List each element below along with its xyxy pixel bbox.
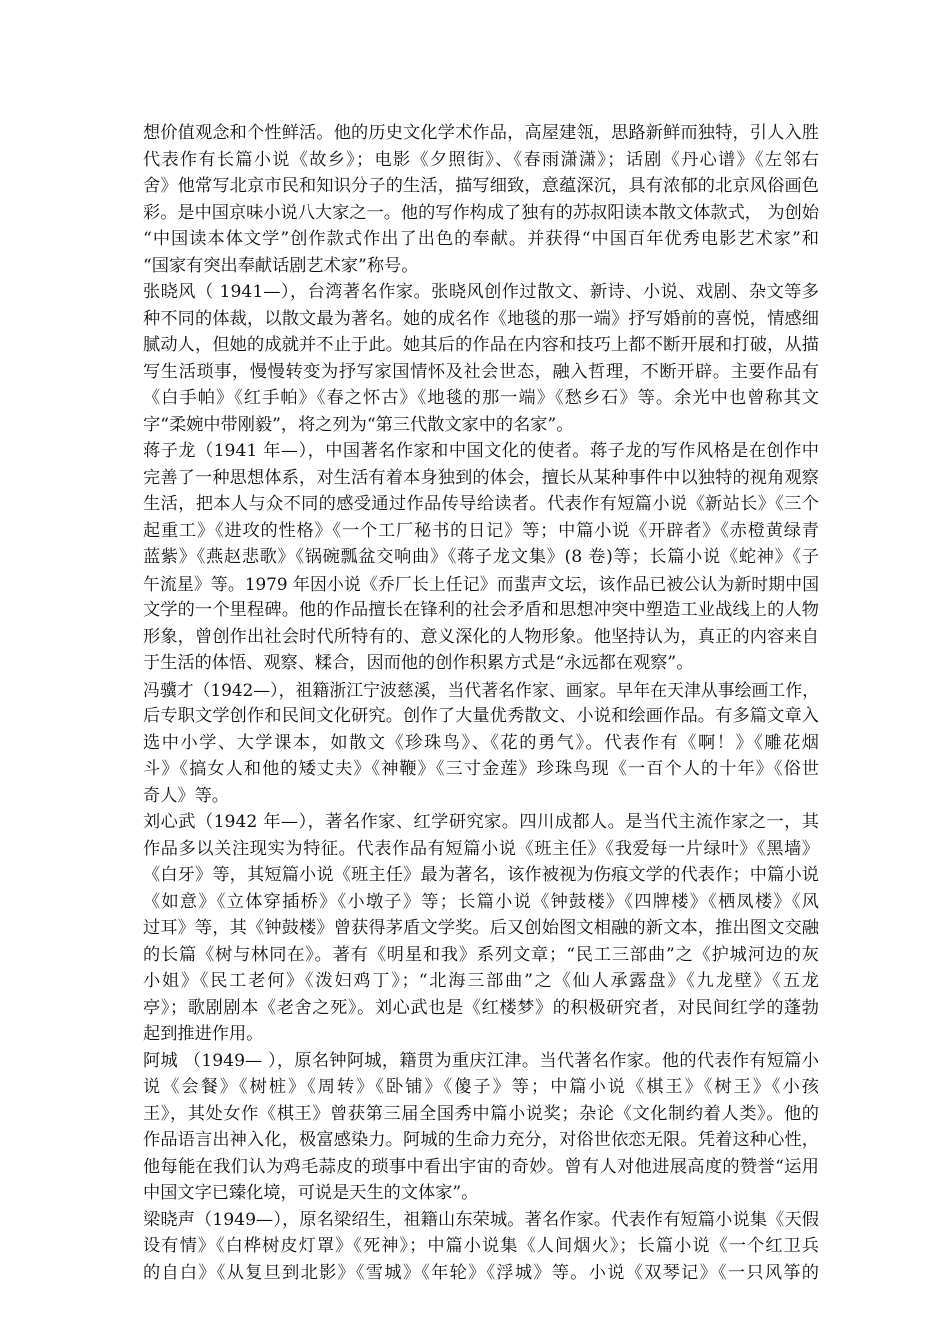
text-line: 《白手帕》《红手帕》《春之怀古》《地毯的那一端》《愁乡石》等。余光中也曾称其文 [143,388,819,408]
text-line: 腻动人，但她的成就并不止于此。她其后的作品在内容和技巧上都不断开展和打破，从描 [143,335,819,355]
text-line: 种不同的体裁，以散文最为著名。她的成名作《地毯的那一端》抒写婚前的喜悦，情感细 [143,308,819,329]
text-line: 起到推进作用。 [143,1024,264,1044]
text-line: 亭》；歌剧剧本《老舍之死》。刘心武也是《红楼梦》的积极研究者，对民间红学的蓬勃 [143,997,819,1018]
text-line: 后专职文学创作和民间文化研究。创作了大量优秀散文、小说和绘画作品。有多篇文章入 [143,706,819,726]
text-line: 蓝紫》《燕赵悲歌》《锅碗瓢盆交响曲》《蒋子龙文集》(8 卷)等；长篇小说《蛇神》《子 [143,547,819,567]
text-line: 写生活琐事，慢慢转变为抒写家国情怀及社会世态，融入哲理，不断开辟。主要作品有 [143,361,819,382]
text-line: 阿城 （1949— ），原名钟阿城，籍贯为重庆江津。当代著名作家。他的代表作有短篇小 [143,1050,819,1071]
text-line: 小姐》《民工老何》《泼妇鸡丁》；“北海三部曲”之《仙人承露盘》《九龙壁》《五龙 [143,971,819,991]
text-line: 斗》《搞女人和他的矮丈夫》《神鞭》《三寸金莲》珍珠鸟现《一百个人的十年》《俗世 [143,759,819,779]
document-body [143,120,819,1286]
text-line: 的自白》《从复旦到北影》《雪城》《年轮》《浮城》等。小说《双琴记》《一只风筝的 [143,1262,819,1283]
text-line: 说《会餐》《树桩》《周转》《卧铺》《傻子》等；中篇小说《棋王》《树王》《小孩 [143,1077,819,1097]
text-line: 张晓风（ 1941—），台湾著名作家。张晓风创作过散文、新诗、小说、戏剧、杂文等多 [143,282,819,302]
text-line: 代表作有长篇小说《故乡》；电影《夕照街》、《春雨潇潇》；话剧《丹心谱》《左邻右 [143,149,819,170]
text-line: 奇人》等。 [143,785,229,806]
text-line: 他每能在我们认为鸡毛蒜皮的琐事中看出宇宙的奇妙。曾有人对他进展高度的赞誉“运用 [143,1156,819,1177]
text-line: 作品多以关注现实为特征。代表作品有短篇小说《班主任》《我爱每一片绿叶》《黑墙》 [143,838,819,859]
text-line: 想价值观念和个性鲜活。他的历史文化学术作品，高屋建瓴，思路新鲜而独特，引人入胜 [143,123,819,143]
text-line: 刘心武（1942 年—），著名作家、红学研究家。四川成都人。是当代主流作家之一，其 [143,812,819,832]
text-line: 冯骥才（1942—），祖籍浙江宁波慈溪，当代著名作家、画家。早年在天津从事绘画工作， [143,679,819,700]
text-line: 的长篇《树与林同在》。著有《明星和我》系列文章；“民工三部曲”之《护城河边的灰 [143,944,819,965]
text-line: 字“柔婉中带刚毅”，将之列为“第三代散文家中的名家”。 [143,414,574,435]
text-line: 梁晓声（1949—），原名梁绍生，祖籍山东荣城。著名作家。代表作有短篇小说集《天假 [143,1209,819,1230]
text-line: 午流星》等。1979 年因小说《乔厂长上任记》而蜚声文坛，该作品已被公认为新时期中国 [143,573,819,594]
text-line: 舍》他常写北京市民和知识分子的生活，描写细致，意蕴深沉，具有浓郁的北京风俗画色 [143,176,819,196]
text-line: 形象，曾创作出社会时代所特有的、意义深化的人物形象。他坚持认为，真正的内容来自 [143,626,819,647]
text-line: 王》，其处女作《棋王》曾获第三届全国秀中篇小说奖；杂论《文化制约着人类》。他的 [143,1103,819,1124]
text-line: 选中小学、大学课本，如散文《珍珠鸟》、《花的勇气》。代表作有《啊！》《雕花烟 [143,732,819,753]
text-line: 彩。是中国京味小说八大家之一。他的写作构成了独有的苏叔阳读本散文体款式， 为创始 [143,202,819,223]
text-line: “中国读本体文学”创作款式作出了出色的奉献。并获得“中国百年优秀电影艺术家”和 [143,229,819,249]
text-line: 生活，把本人与众不同的感受通过作品传导给读者。代表作有短篇小说《新站长》《三个 [143,494,819,514]
text-line: 中国文字已臻化境，可说是天生的文体家”。 [143,1183,479,1203]
text-line: 《如意》《立体穿插桥》《小墩子》等；长篇小说《钟鼓楼》《四牌楼》《栖凤楼》《风 [143,891,819,912]
text-line: 于生活的体悟、观察、糅合，因而他的创作积累方式是“永远都在观察”。 [143,653,694,673]
text-line: 蒋子龙（1941 年—），中国著名作家和中国文化的使者。蒋子龙的写作风格是在创作中 [143,441,819,461]
text-line: 设有情》《白桦树皮灯罩》《死神》；中篇小说集《人间烟火》；长篇小说《一个红卫兵 [143,1236,819,1256]
text-line: 文学的一个里程碑。他的作品擅长在锋利的社会矛盾和思想冲突中塑造工业战线上的人物 [143,600,819,620]
text-line: “国家有突出奉献话剧艺术家”称号。 [143,255,419,276]
text-line: 作品语言出神入化，极富感染力。阿城的生命力充分，对俗世依恋无限。凭着这种心性， [143,1130,819,1150]
text-line: 起重工》《进攻的性格》《一个工厂秘书的日记》等；中篇小说《开辟者》《赤橙黄绿青 [143,520,819,541]
text-line: 《白牙》等，其短篇小说《班主任》最为著名，该作被视为伤痕文学的代表作；中篇小说 [143,865,819,885]
text-line: 完善了一种思想体系，对生活有着本身独到的体会，擅长从某种事件中以独特的视角观察 [143,467,819,488]
text-line: 过耳》等，其《钟鼓楼》曾获得茅盾文学奖。后又创始图文相融的新文本，推出图文交融 [143,918,819,938]
